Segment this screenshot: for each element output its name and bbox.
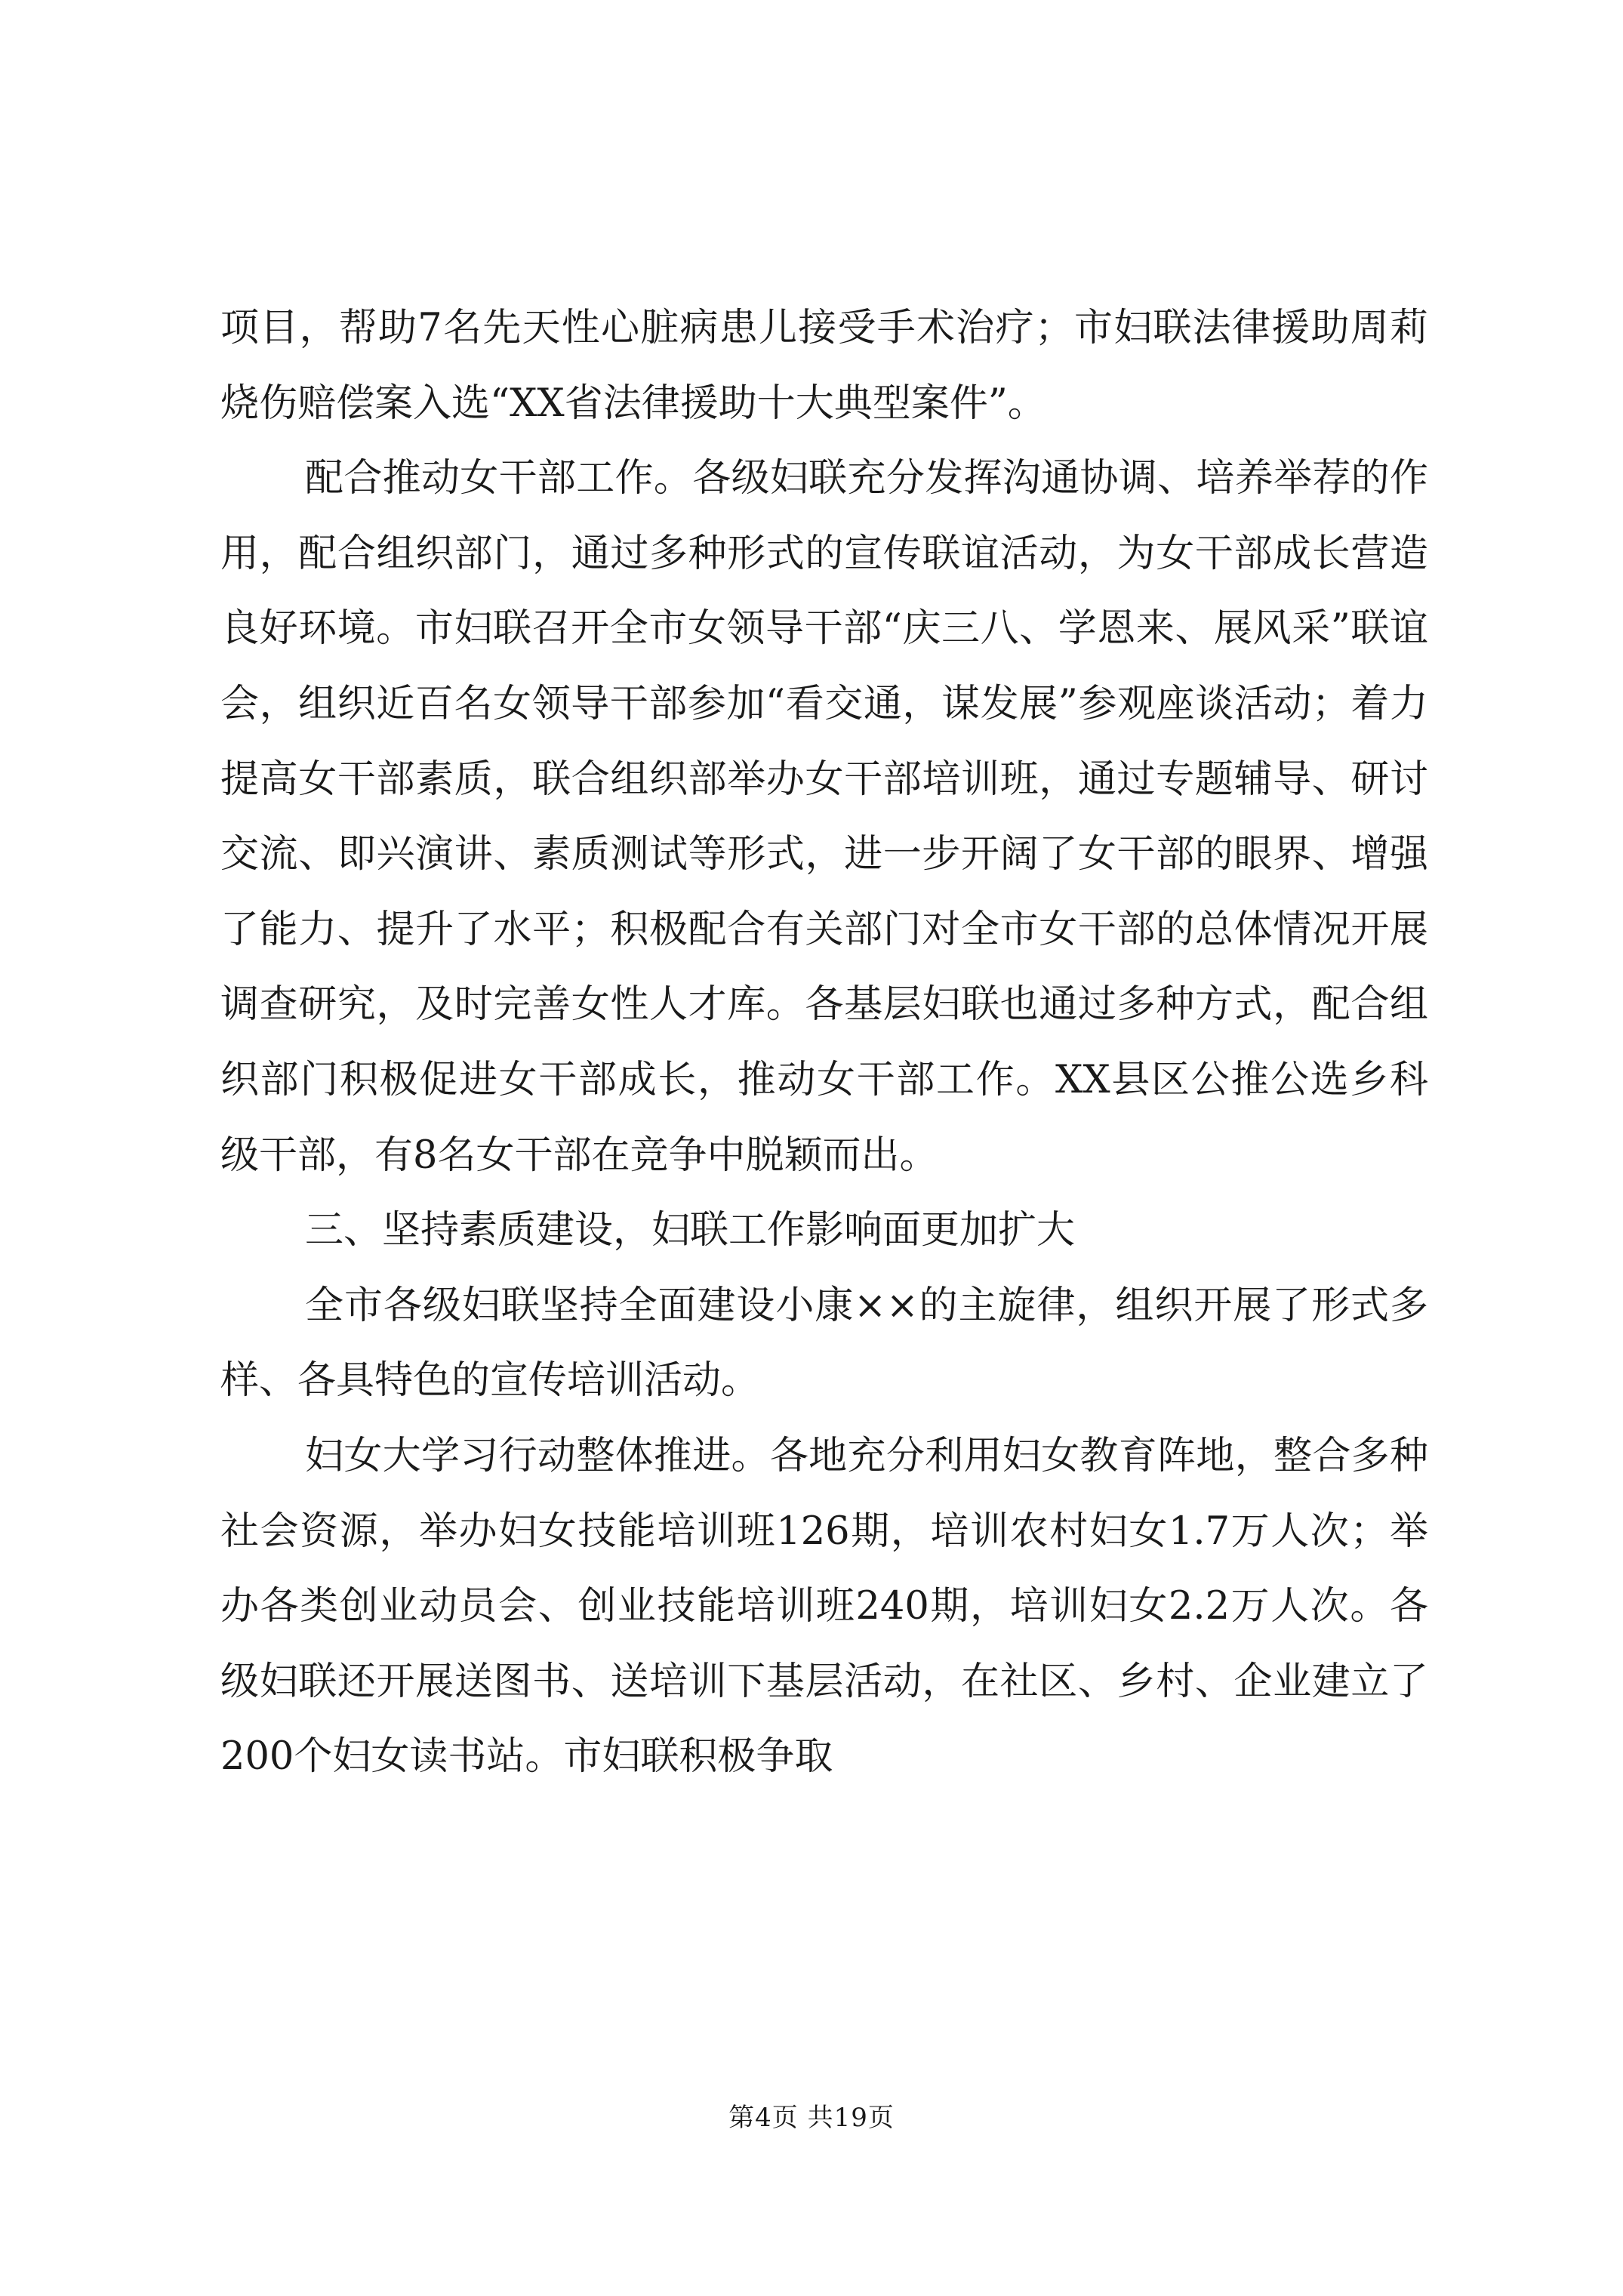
- paragraph-section-intro: 全市各级妇联坚持全面建设小康××的主旋律，组织开展了形式多样、各具特色的宣传培训活动。: [220, 1283, 1428, 1404]
- page-footer: 第4页 共19页: [728, 2103, 895, 2133]
- section-heading: 三、坚持素质建设，妇联工作影响面更加扩大: [305, 1208, 1076, 1253]
- document-body: [220, 291, 1428, 1795]
- paragraph-continuation: 项目，帮助7名先天性心脏病患儿接受手术治疗；市妇联法律援助周莉烧伤赔偿案入选“XX省法律援助十大典型案件”。: [220, 306, 1428, 426]
- paragraph-women-cadres: 配合推动女干部工作。各级妇联充分发挥沟通协调、培养举荐的作用，配合组织部门，通过多种形式的宣传联谊活动，为女干部成长营造良好环境。市妇联召开全市女领导干部“庆三八、学恩来、展风采”联谊会，组织近百名女领导干部参加“看交通，谋发展”参观座谈活动；着力提高女干部素质，联合组织部举办女干部培训班，通过专题辅导、研讨交流、即兴演讲、素质测试等形式，进一步开阔了女干部的眼界、增强了能力、提升了水平；积极配合有关部门对全市女干部的总体情况开展调查研究，及时完善女性人才库。各基层妇联也通过多种方式，配合组织部门积极促进女干部成长，推动女干部工作。XX县区公推公选乡科级干部，有8名女干部在竞争中脱颖而出。: [220, 456, 1428, 1178]
- paragraph-women-study: 妇女大学习行动整体推进。各地充分利用妇女教育阵地，整合多种社会资源，举办妇女技能培训班126期，培训农村妇女1.7万人次；举办各类创业动员会、创业技能培训班240期，培训妇女2.2万人次。各级妇联还开展送图书、送培训下基层活动，在社区、乡村、企业建立了200个妇女读书站。市妇联积极争取: [220, 1433, 1428, 1780]
